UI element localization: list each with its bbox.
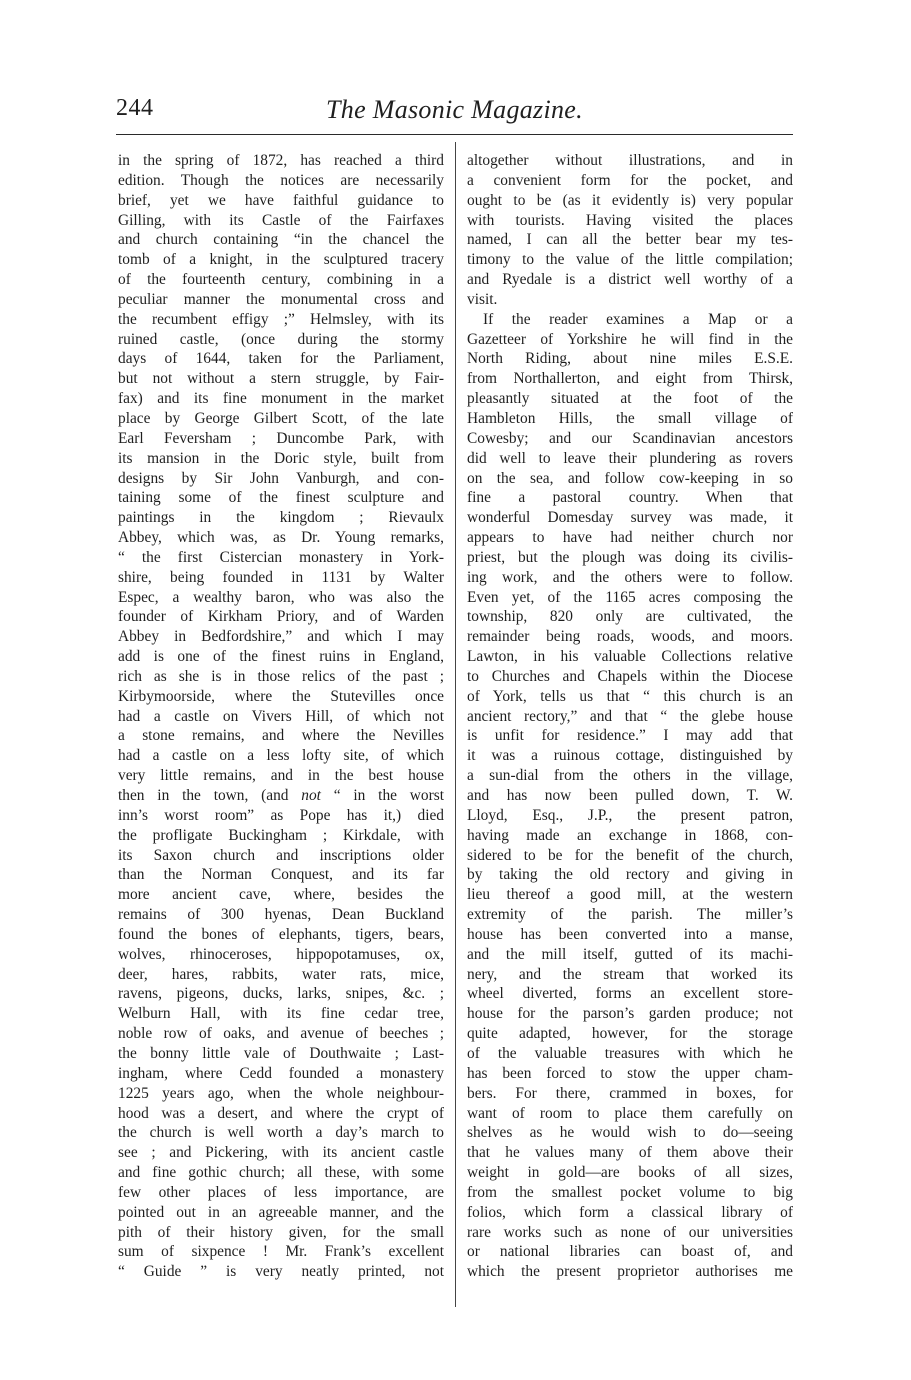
text-line: ought to be (as it evidently is) very popular bbox=[467, 191, 793, 209]
text-line: and fine gothic church; all these, with some bbox=[118, 1164, 444, 1182]
text-line: Lloyd, Esq., J.P., the present patron, bbox=[467, 806, 793, 824]
text-line: Abbey, which was, as Dr. Young remarks, bbox=[118, 529, 444, 547]
column-divider bbox=[455, 142, 456, 1307]
text-line: timony to the value of the little compilation; bbox=[467, 251, 793, 269]
text-line: which the present proprietor authorises me bbox=[467, 1263, 793, 1281]
text-line: shire, being founded in 1131 by Walter bbox=[118, 568, 444, 586]
text-line: remains of 300 hyenas, Dean Buckland bbox=[118, 906, 444, 924]
text-line: the profligate Buckingham ; Kirkdale, with bbox=[118, 826, 444, 844]
text-line: ravens, pigeons, ducks, larks, snipes, &c. ; bbox=[118, 985, 444, 1003]
text-line: Gilling, with its Castle of the Fairfaxes bbox=[118, 211, 444, 229]
text-line: a convenient form for the pocket, and bbox=[467, 171, 793, 189]
text-line: extremity of the parish. The miller’s bbox=[467, 906, 793, 924]
text-line: hood was a desert, and where the crypt of bbox=[118, 1104, 444, 1122]
text-line: from the smallest pocket volume to big bbox=[467, 1183, 793, 1201]
text-line: visit. bbox=[467, 290, 498, 308]
text-line: its Saxon church and inscriptions older bbox=[118, 846, 444, 864]
text-line: than the Norman Conquest, and its far bbox=[118, 866, 444, 884]
header-rule bbox=[116, 134, 793, 135]
text-line: Abbey in Bedfordshire,” and which I may bbox=[118, 628, 444, 646]
text-line: on the sea, and follow cow-keeping in so bbox=[467, 469, 793, 487]
text-line: its mansion in the Doric style, built from bbox=[118, 449, 444, 467]
text-line: brief, yet we have faithful guidance to bbox=[118, 191, 444, 209]
text-line: township, 820 only are cultivated, the bbox=[467, 608, 793, 626]
text-line: ruined castle, (once during the stormy bbox=[118, 330, 444, 348]
text-line: North Riding, about nine miles E.S.E. bbox=[467, 350, 793, 368]
text-line: but not without a stern struggle, by Fair- bbox=[118, 370, 444, 388]
text-line: and has now been pulled down, T. W. bbox=[467, 787, 793, 804]
text-line: see ; and Pickering, with its ancient castle bbox=[118, 1144, 444, 1162]
text-line: Espec, a wealthy baron, who was also the bbox=[118, 588, 444, 606]
text-line: fax) and its fine monument in the market bbox=[118, 390, 444, 408]
text-line: founder of Kirkham Priory, and of Warden bbox=[118, 608, 444, 626]
text-line: having made an exchange in 1868, con- bbox=[467, 826, 793, 844]
text-line: designs by Sir John Vanburgh, and con- bbox=[118, 469, 444, 487]
text-line: Gazetteer of Yorkshire he will find in the bbox=[467, 330, 793, 348]
text-line: appears to have had neither church nor bbox=[467, 529, 793, 547]
left-column bbox=[118, 151, 444, 1282]
text-line: 1225 years ago, when the whole neighbour- bbox=[118, 1084, 444, 1102]
text-line: shelves as he would wish to do—seeing bbox=[467, 1124, 793, 1142]
text-line: deer, hares, rabbits, water rats, mice, bbox=[118, 965, 444, 983]
text-line: Lawton, in his valuable Collections relative bbox=[467, 648, 793, 666]
text-line: wolves, rhinoceroses, hippopotamuses, ox, bbox=[118, 945, 444, 963]
right-column bbox=[467, 151, 793, 1282]
running-title: The Masonic Magazine. bbox=[326, 95, 583, 124]
text-line: priest, but the plough was doing its civilis- bbox=[467, 548, 793, 566]
text-line: altogether without illustrations, and in bbox=[467, 152, 793, 169]
text-line: wonderful Domesday survey was made, it bbox=[467, 509, 793, 527]
text-line: a sun-dial from the others in the village, bbox=[467, 767, 793, 785]
text-line: found the bones of elephants, tigers, bears, bbox=[118, 925, 444, 943]
text-line: Earl Feversham ; Duncombe Park, with bbox=[118, 429, 444, 447]
text-line: lieu thereof a good mill, at the western bbox=[467, 886, 793, 904]
text-line: rich as she is in those relics of the past ; bbox=[118, 667, 444, 685]
text-line: from Northallerton, and eight from Thirsk, bbox=[467, 370, 793, 388]
text-line: ing work, and the others were to follow. bbox=[467, 568, 793, 586]
text-line: wheel diverted, forms an excellent store- bbox=[467, 985, 793, 1003]
text-line: the recumbent effigy ;” Helmsley, with its bbox=[118, 310, 444, 328]
text-line: a stone remains, and where the Nevilles bbox=[118, 727, 444, 745]
text-line: then in the town, (and not “ in the worst bbox=[118, 787, 444, 804]
text-line: is unfit for residence.” I may add that bbox=[467, 727, 793, 745]
text-line: weight in gold—are books of all sizes, bbox=[467, 1164, 793, 1182]
text-line: sidered to be for the benefit of the church, bbox=[467, 846, 793, 864]
page-number: 244 bbox=[116, 95, 154, 121]
text-line: and church containing “in the chancel the bbox=[118, 231, 444, 249]
text-line: of the valuable treasures with which he bbox=[467, 1044, 793, 1062]
text-line: more ancient cave, where, besides the bbox=[118, 886, 444, 904]
text-line: inn’s worst room” as Pope has it,) died bbox=[118, 806, 444, 824]
text-line: noble row of oaks, and avenue of beeches ; bbox=[118, 1025, 444, 1043]
text-line: or national libraries can boast of, and bbox=[467, 1243, 793, 1261]
text-line: that he values many of them above their bbox=[467, 1144, 793, 1162]
text-line: did well to leave their plundering as rovers bbox=[467, 449, 793, 467]
text-line: remainder being roads, woods, and moors. bbox=[467, 628, 793, 646]
text-line: edition. Though the notices are necessarily bbox=[118, 171, 444, 189]
text-line: “ the first Cistercian monastery in York- bbox=[118, 548, 444, 566]
text-line: of York, tells us that “ this church is an bbox=[467, 687, 793, 705]
text-line: Kirbymoorside, where the Stutevilles once bbox=[118, 687, 444, 705]
page-header bbox=[116, 95, 793, 135]
text-line: quite adapted, however, for the storage bbox=[467, 1025, 793, 1043]
text-line: the church is well worth a day’s march to bbox=[118, 1124, 444, 1142]
text-line: by taking the old rectory and giving in bbox=[467, 866, 793, 884]
text-line: bers. For there, crammed in boxes, for bbox=[467, 1084, 793, 1102]
text-line: had a castle on a less lofty site, of which bbox=[118, 747, 444, 765]
text-line: fine a pastoral country. When that bbox=[467, 489, 793, 507]
text-line: has been forced to stow the upper cham- bbox=[467, 1064, 793, 1082]
text-line: pleasantly situated at the foot of the bbox=[467, 390, 793, 408]
text-line: “ Guide ” is very neatly printed, not bbox=[118, 1263, 444, 1281]
text-line: folios, which form a classical library of bbox=[467, 1203, 793, 1221]
text-line: nery, and the stream that worked its bbox=[467, 965, 793, 983]
text-line: of the fourteenth century, combining in a bbox=[118, 271, 444, 289]
text-line: in the spring of 1872, has reached a third bbox=[118, 152, 444, 169]
text-line: peculiar manner the monumental cross and bbox=[118, 290, 444, 308]
text-line: house for the parson’s garden produce; not bbox=[467, 1005, 793, 1023]
text-line: Hambleton Hills, the small village of bbox=[467, 409, 793, 427]
text-line: pith of their history given, for the small bbox=[118, 1223, 444, 1241]
text-line: taining some of the finest sculpture and bbox=[118, 489, 444, 507]
text-line: paintings in the kingdom ; Rievaulx bbox=[118, 509, 444, 527]
text-line: Even yet, of the 1165 acres composing the bbox=[467, 588, 793, 606]
text-line: add is one of the finest ruins in England, bbox=[118, 648, 444, 666]
text-line: ancient rectory,” and that “ the glebe house bbox=[467, 707, 793, 725]
text-line: days of 1644, taken for the Parliament, bbox=[118, 350, 444, 368]
text-line: If the reader examines a Map or a bbox=[483, 310, 793, 328]
text-line: sum of sixpence ! Mr. Frank’s excellent bbox=[118, 1243, 444, 1261]
text-line: rare works such as none of our universities bbox=[467, 1223, 793, 1241]
text-line: place by George Gilbert Scott, of the late bbox=[118, 409, 444, 427]
text-line: few other places of less importance, are bbox=[118, 1183, 444, 1201]
text-line: Cowesby; and our Scandinavian ancestors bbox=[467, 429, 793, 447]
text-line: it was a ruinous cottage, distinguished by bbox=[467, 747, 793, 765]
text-line: Welburn Hall, with its fine cedar tree, bbox=[118, 1005, 444, 1023]
text-line: ingham, where Cedd founded a monastery bbox=[118, 1064, 444, 1082]
text-line: want of room to place them carefully on bbox=[467, 1104, 793, 1122]
text-line: to Churches and Chapels within the Diocese bbox=[467, 667, 793, 685]
text-line: named, I can all the better bear my tes- bbox=[467, 231, 793, 249]
text-line: house has been converted into a manse, bbox=[467, 925, 793, 943]
text-line: and the mill itself, gutted of its machi- bbox=[467, 945, 793, 963]
text-line: had a castle on Vivers Hill, of which not bbox=[118, 707, 444, 725]
text-line: tomb of a knight, in the sculptured tracery bbox=[118, 251, 444, 269]
text-line: very little remains, and in the best house bbox=[118, 767, 444, 785]
text-line: and Ryedale is a district well worthy of a bbox=[467, 271, 793, 289]
text-line: pointed out in an agreeable manner, and the bbox=[118, 1203, 444, 1221]
text-line: the bonny little vale of Douthwaite ; Last- bbox=[118, 1044, 444, 1062]
text-line: with tourists. Having visited the places bbox=[467, 211, 793, 229]
